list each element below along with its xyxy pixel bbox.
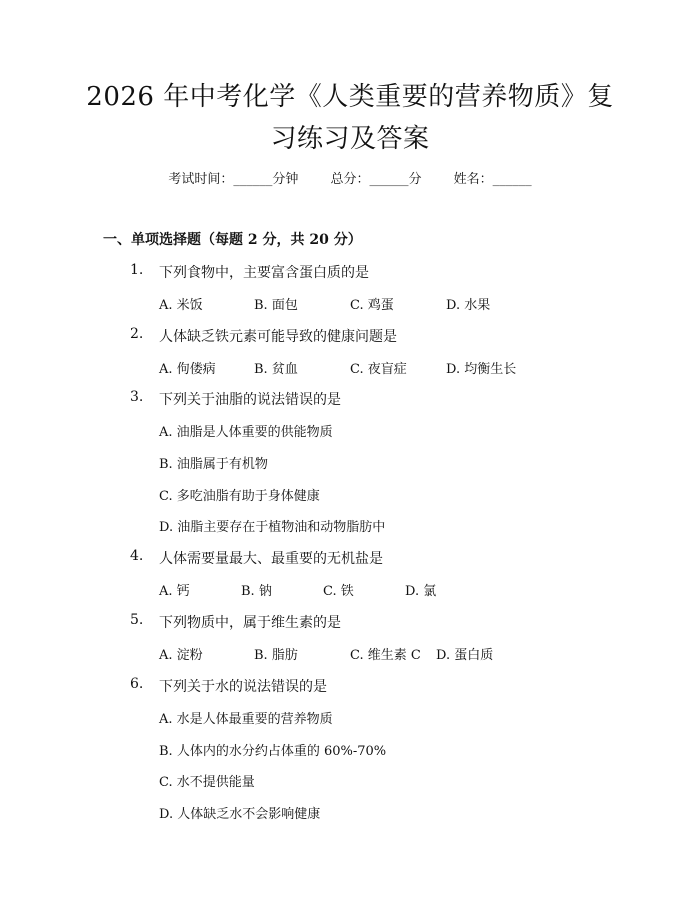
option-a: A. 水是人体最重要的营养物质 bbox=[159, 712, 333, 727]
option-c: C. 多吃油脂有助于身体健康 bbox=[159, 489, 320, 504]
question-number: 4. bbox=[130, 548, 144, 564]
option-a: A. 佝偻病 bbox=[159, 362, 216, 377]
question-number: 2. bbox=[130, 326, 144, 342]
question-text: 人体缺乏铁元素可能导致的健康问题是 bbox=[159, 329, 397, 345]
question-text: 下列食物中，主要富含蛋白质的是 bbox=[159, 265, 369, 281]
question-number: 3. bbox=[130, 389, 144, 405]
question-number: 5. bbox=[130, 612, 144, 628]
exam-time-field: 考试时间：______分钟 bbox=[168, 172, 299, 187]
section-heading: 一、单项选择题（每题 2 分，共 20 分） bbox=[103, 232, 362, 248]
option-c: C. 维生素 C bbox=[350, 648, 421, 663]
option-a: A. 油脂是人体重要的供能物质 bbox=[159, 425, 333, 440]
option-b: B. 脂肪 bbox=[254, 648, 298, 663]
total-score-field: 总分：______分 bbox=[330, 172, 422, 187]
exam-info-line bbox=[0, 168, 700, 187]
option-b: B. 面包 bbox=[254, 298, 298, 313]
option-b: B. 贫血 bbox=[254, 362, 298, 377]
question-number: 6. bbox=[130, 676, 144, 692]
question-text: 下列关于油脂的说法错误的是 bbox=[159, 392, 341, 408]
option-c: C. 铁 bbox=[323, 584, 354, 599]
question-number: 1. bbox=[130, 262, 144, 278]
question-text: 人体需要量最大、最重要的无机盐是 bbox=[159, 551, 383, 567]
option-d: D. 氯 bbox=[405, 584, 437, 599]
option-d: D. 水果 bbox=[446, 298, 491, 313]
option-b: B. 油脂属于有机物 bbox=[159, 457, 268, 472]
option-a: A. 钙 bbox=[159, 584, 190, 599]
option-a: A. 米饭 bbox=[159, 298, 203, 313]
option-d: D. 人体缺乏水不会影响健康 bbox=[159, 807, 321, 822]
option-c: C. 夜盲症 bbox=[350, 362, 407, 377]
option-a: A. 淀粉 bbox=[159, 648, 203, 663]
question-text: 下列关于水的说法错误的是 bbox=[159, 679, 327, 695]
option-d: D. 油脂主要存在于植物油和动物脂肪中 bbox=[159, 520, 386, 535]
option-c: C. 水不提供能量 bbox=[159, 775, 255, 790]
title-line-2: 习练习及答案 bbox=[270, 124, 430, 154]
document-title bbox=[60, 76, 640, 160]
title-line-1: 2026 年中考化学《人类重要的营养物质》复 bbox=[86, 82, 614, 112]
option-d: D. 蛋白质 bbox=[436, 648, 494, 663]
option-b: B. 人体内的水分约占体重的 60%-70% bbox=[159, 744, 387, 759]
student-name-field: 姓名：______ bbox=[453, 172, 532, 187]
option-d: D. 均衡生长 bbox=[446, 362, 517, 377]
option-b: B. 钠 bbox=[241, 584, 272, 599]
question-text: 下列物质中，属于维生素的是 bbox=[159, 615, 341, 631]
option-c: C. 鸡蛋 bbox=[350, 298, 394, 313]
